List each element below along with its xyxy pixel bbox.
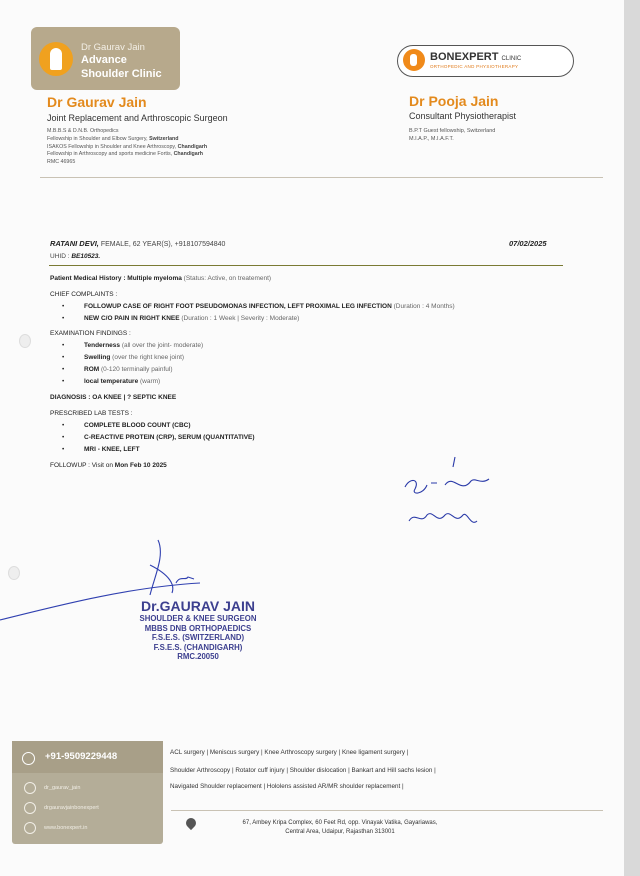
cred-place: Switzerland	[149, 135, 179, 142]
services-line: ACL surgery | Meniscus surgery | Knee Arthroscopy surgery | Knee ligament surgery |	[170, 749, 409, 756]
exam-text: Tenderness	[84, 342, 121, 349]
right-doctor-name: Dr Pooja Jain	[409, 93, 499, 109]
globe-icon	[24, 822, 36, 834]
history-condition: Multiple myeloma	[127, 275, 182, 282]
doctor-stamp	[103, 598, 293, 662]
exam-item: • Swelling (over the right knee joint)	[62, 354, 185, 361]
stamp-name: Dr.GAURAV JAIN	[140, 598, 256, 614]
services-line: Shoulder Arthroscopy | Rotator cuff injury | Shoulder dislocation | Bankart and Hill sachs lesion |	[170, 767, 436, 774]
bonexpert-tagline: ORTHOPEDIC AND PHYSIOTHERAPY	[430, 64, 519, 69]
bone-logo-icon	[403, 49, 425, 71]
history-status: (Status: Active, on treatement)	[181, 275, 272, 282]
whatsapp-icon	[22, 752, 35, 765]
exam-text: local temperature	[84, 378, 139, 385]
patient-details: FEMALE, 62 YEAR(S), +918107594840	[98, 241, 226, 248]
stamp-line: F.S.E.S. (SWITZERLAND)	[151, 633, 245, 642]
followup-date: Mon Feb 10 2025	[114, 462, 167, 469]
lab-tests-heading: PRESCRIBED LAB TESTS :	[50, 410, 133, 417]
cred-place: Chandigarh	[173, 151, 204, 158]
bonexpert-suffix: CLINIC	[501, 56, 522, 62]
header-divider	[40, 177, 603, 178]
clinic-address	[210, 819, 470, 837]
cred-text: Fellowship in Arthroscopy and sports medicine Fortis,	[47, 151, 174, 158]
cred-line	[47, 144, 207, 152]
clinic-logo-line1: Dr Gaurav Jain	[81, 42, 145, 53]
website-link[interactable]: www.bonexpert.in	[44, 825, 88, 831]
exam-item: • ROM (0-120 terminally painful)	[62, 366, 173, 373]
stamp-line: F.S.E.S. (CHANDIGARH)	[153, 642, 243, 652]
uhid-label: UHID :	[50, 253, 72, 260]
patient-name: RATANI DEVI,	[50, 239, 99, 248]
left-doctor-title: Joint Replacement and Arthroscopic Surgeon	[47, 113, 228, 123]
punch-hole	[19, 334, 31, 348]
diagnosis-value: OA KNEE | ? SEPTIC KNEE	[92, 394, 177, 401]
lab-test-item: • COMPLETE BLOOD COUNT (CBC)	[62, 422, 191, 429]
clinic-logo-line3: Shoulder Clinic	[81, 68, 162, 80]
followup-label: FOLLOWUP : Visit on	[50, 462, 115, 469]
instagram-icon	[24, 782, 36, 794]
lab-test-text: MRI - KNEE, LEFT	[84, 446, 140, 453]
history-label: Patient Medical History :	[50, 275, 128, 282]
exam-text: Swelling	[84, 354, 111, 361]
instagram-handle[interactable]: dr_gaurav_jain	[44, 785, 81, 791]
exam-item: • local temperature (warm)	[62, 378, 161, 385]
complaint-text: NEW C/O PAIN IN RIGHT KNEE	[84, 315, 180, 322]
cred-line: B.P.T Guest fellowship, Switzerland	[409, 128, 496, 134]
uhid-value: BE10523.	[71, 253, 101, 260]
exam-detail: (warm)	[138, 378, 161, 385]
exam-detail: (over the right knee joint)	[110, 354, 185, 361]
exam-detail: (all over the joint- moderate)	[120, 342, 204, 349]
lab-test-item: • C-REACTIVE PROTEIN (CRP), SERUM (QUANTITATIVE)	[62, 434, 255, 441]
phone-number[interactable]: +91-9509229448	[45, 751, 118, 762]
exam-text: ROM	[84, 366, 100, 373]
services-line: Navigated Shoulder replacement | Hololens assisted AR/MR shoulder replacement |	[170, 783, 404, 790]
bonexpert-logo	[397, 45, 574, 77]
examination-heading: EXAMINATION FINDINGS :	[50, 330, 131, 337]
exam-detail: (0-120 terminally painful)	[99, 366, 173, 373]
address-line: Central Area, Udaipur, Rajasthan 313001	[285, 829, 395, 835]
complaint-detail: (Duration : 4 Months)	[391, 303, 455, 310]
cred-place: Chandigarh	[177, 143, 208, 150]
complaint-text: FOLLOWUP CASE OF RIGHT FOOT PSEUDOMONAS INFECTION, LEFT PROXIMAL LEG INFECTION	[84, 303, 392, 310]
diagnosis	[50, 394, 176, 401]
uhid	[50, 253, 100, 260]
exam-item: • Tenderness (all over the joint- moderate)	[62, 342, 204, 349]
diagnosis-label: DIAGNOSIS :	[50, 394, 93, 401]
stamp-line: MBBS DNB ORTHOPAEDICS	[144, 623, 252, 633]
cred-line: RMC 46965	[47, 159, 76, 166]
patient-divider	[49, 265, 563, 266]
handwritten-note	[375, 455, 515, 545]
facebook-icon	[24, 802, 36, 814]
address-line: 67, Ambey Kripa Complex, 60 Feet Rd, opp. Vinayak Vatika, Gayariawas,	[242, 820, 438, 826]
cred-line: M.I.A.P., M.I.A.F.T.	[409, 136, 454, 142]
left-doctor-name: Dr Gaurav Jain	[47, 94, 147, 110]
patient-info	[50, 239, 225, 248]
cred-line: M.B.B.S & D.N.B. Orthopedics	[47, 128, 119, 134]
stamp-line: RMC.20050	[177, 652, 219, 661]
cred-text: Fellowship in Shoulder and Elbow Surgery,	[47, 135, 150, 142]
visit-date: 07/02/2025	[509, 239, 547, 248]
bonexpert-name: BONEXPERT	[430, 51, 499, 63]
location-pin-icon	[184, 816, 198, 830]
right-doctor-credentials	[409, 127, 495, 143]
cred-line	[47, 151, 207, 159]
shoulder-logo-icon	[39, 42, 73, 76]
lab-test-text: C-REACTIVE PROTEIN (CRP), SERUM (QUANTITATIVE)	[84, 434, 255, 441]
clinic-logo-badge	[31, 27, 180, 90]
complaints-heading: CHIEF COMPLAINTS :	[50, 291, 118, 298]
cred-line	[47, 136, 207, 144]
right-doctor-title: Consultant Physiotherapist	[409, 111, 517, 121]
cred-text: ISAKOS Fellowship in Shoulder and Knee Arthroscopy,	[47, 143, 178, 150]
punch-hole	[8, 566, 20, 580]
complaint-item: • NEW C/O PAIN IN RIGHT KNEE (Duration : 1 Week | Severity : Moderate)	[62, 315, 300, 322]
clinic-logo-line2: Advance	[81, 54, 127, 66]
lab-test-item: • MRI - KNEE, LEFT	[62, 446, 140, 453]
scan-background-edge	[624, 0, 640, 876]
facebook-handle[interactable]: drgauravjainbonexpert	[44, 805, 99, 811]
left-doctor-credentials	[47, 128, 207, 167]
complaint-item: • FOLLOWUP CASE OF RIGHT FOOT PSEUDOMONAS INFECTION, LEFT PROXIMAL LEG INFECTION (Duration : 4 Months)	[62, 303, 455, 310]
lab-test-text: COMPLETE BLOOD COUNT (CBC)	[84, 422, 191, 429]
medical-history	[50, 275, 271, 282]
followup	[50, 462, 167, 469]
stamp-line: SHOULDER & KNEE SURGEON	[139, 614, 257, 623]
footer-divider	[171, 810, 603, 811]
complaint-detail: (Duration : 1 Week | Severity : Moderate)	[179, 315, 300, 322]
